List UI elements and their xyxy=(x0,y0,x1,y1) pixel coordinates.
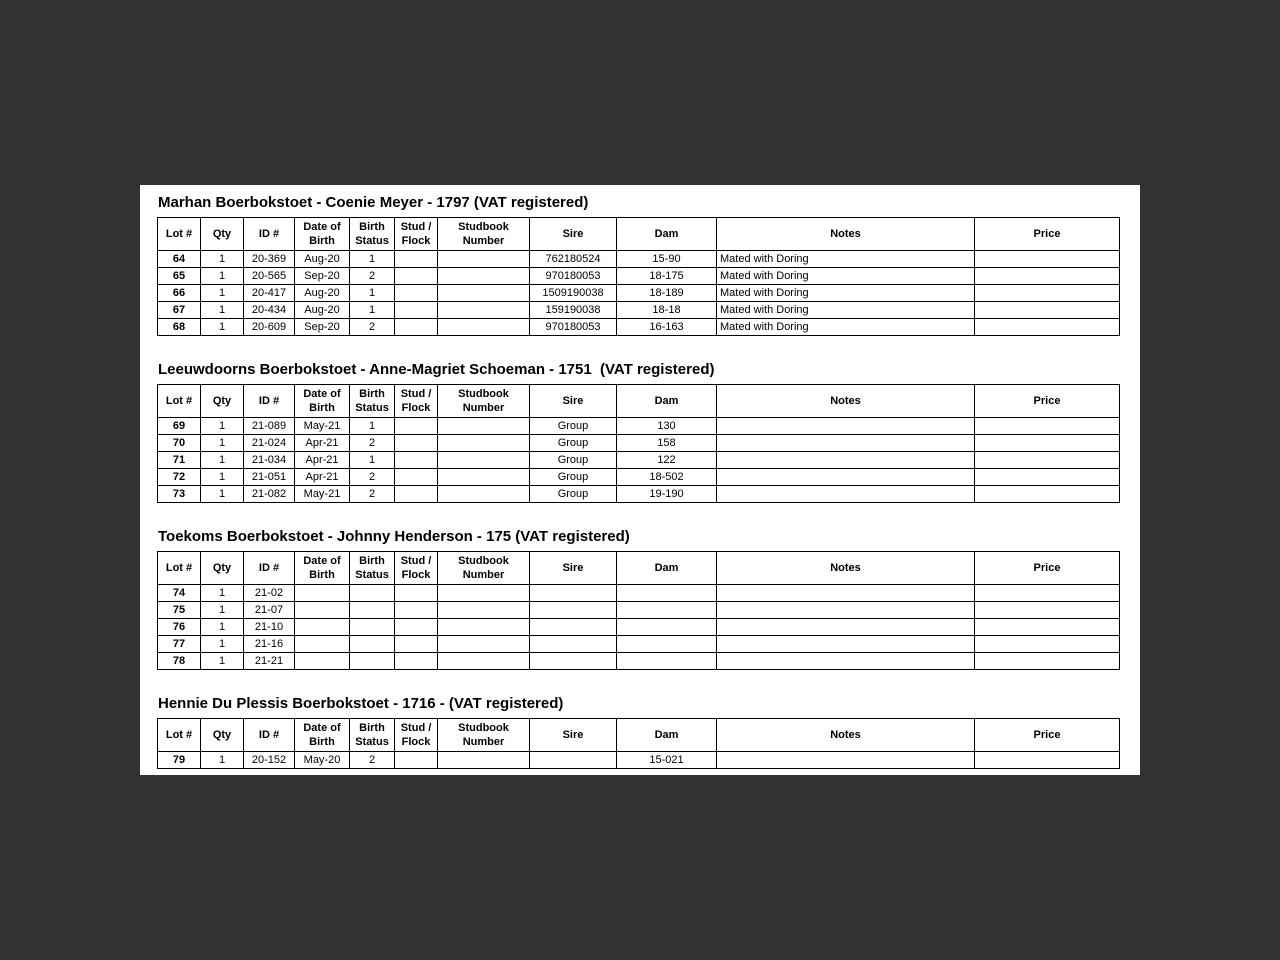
cell: 65 xyxy=(158,268,201,285)
cell xyxy=(717,486,975,503)
cell: 1 xyxy=(201,636,244,653)
cell: Apr-21 xyxy=(295,435,350,452)
cell: 21-10 xyxy=(244,619,295,636)
cell xyxy=(975,418,1120,435)
column-header: Dam xyxy=(617,385,717,418)
table-body xyxy=(158,251,1120,336)
cell: May-21 xyxy=(295,418,350,435)
cell xyxy=(975,302,1120,319)
table-header xyxy=(158,385,1120,418)
column-header: Qty xyxy=(201,385,244,418)
section-toekoms xyxy=(157,527,1123,670)
cell xyxy=(975,285,1120,302)
column-header: Date of Birth xyxy=(295,385,350,418)
table-row xyxy=(158,418,1120,435)
cell: 1 xyxy=(350,452,395,469)
table-row xyxy=(158,469,1120,486)
cell xyxy=(395,268,438,285)
column-header: Qty xyxy=(201,719,244,752)
cell: 1 xyxy=(201,585,244,602)
cell xyxy=(438,435,530,452)
cell xyxy=(717,435,975,452)
cell: 1 xyxy=(201,653,244,670)
cell xyxy=(717,469,975,486)
column-header: Birth Status xyxy=(350,385,395,418)
cell: 18-175 xyxy=(617,268,717,285)
cell xyxy=(295,636,350,653)
cell: Group xyxy=(530,418,617,435)
cell: Group xyxy=(530,435,617,452)
cell: 21-024 xyxy=(244,435,295,452)
cell xyxy=(530,602,617,619)
cell xyxy=(395,636,438,653)
cell: 74 xyxy=(158,585,201,602)
cell: Mated with Doring xyxy=(717,302,975,319)
cell xyxy=(975,435,1120,452)
column-header: Date of Birth xyxy=(295,552,350,585)
cell xyxy=(395,285,438,302)
lot-table xyxy=(157,551,1120,670)
cell: 20-417 xyxy=(244,285,295,302)
column-header: Studbook Number xyxy=(438,719,530,752)
table-row xyxy=(158,452,1120,469)
cell xyxy=(717,585,975,602)
cell: 69 xyxy=(158,418,201,435)
cell xyxy=(975,268,1120,285)
cell xyxy=(395,585,438,602)
section-title: Leeuwdoorns Boerbokstoet - Anne-Magriet Schoeman - 1751 (VAT registered) xyxy=(158,361,715,378)
cell xyxy=(438,602,530,619)
cell xyxy=(717,602,975,619)
cell: 21-21 xyxy=(244,653,295,670)
cell: 970180053 xyxy=(530,319,617,336)
cell: Mated with Doring xyxy=(717,285,975,302)
cell: 2 xyxy=(350,319,395,336)
cell: Aug-20 xyxy=(295,302,350,319)
cell xyxy=(438,619,530,636)
column-header: Sire xyxy=(530,552,617,585)
cell: 77 xyxy=(158,636,201,653)
table-row xyxy=(158,319,1120,336)
column-header: Studbook Number xyxy=(438,385,530,418)
cell: 1 xyxy=(201,469,244,486)
cell xyxy=(717,452,975,469)
section-title: Toekoms Boerbokstoet - Johnny Henderson - 175 (VAT registered) xyxy=(158,528,630,545)
cell xyxy=(395,602,438,619)
cell xyxy=(438,452,530,469)
cell xyxy=(438,418,530,435)
cell xyxy=(975,319,1120,336)
cell: Group xyxy=(530,486,617,503)
cell: 1 xyxy=(201,435,244,452)
cell xyxy=(975,251,1120,268)
cell: 21-082 xyxy=(244,486,295,503)
column-header: Sire xyxy=(530,719,617,752)
cell: 66 xyxy=(158,285,201,302)
section-hennie-du-plessis xyxy=(157,694,1123,769)
table-row xyxy=(158,285,1120,302)
cell xyxy=(975,752,1120,769)
section-title: Hennie Du Plessis Boerbokstoet - 1716 - (VAT registered) xyxy=(158,695,564,712)
cell xyxy=(975,602,1120,619)
cell xyxy=(350,653,395,670)
cell xyxy=(438,302,530,319)
cell xyxy=(530,585,617,602)
cell: 15-90 xyxy=(617,251,717,268)
cell: 2 xyxy=(350,752,395,769)
table-row xyxy=(158,619,1120,636)
cell: 1 xyxy=(350,418,395,435)
cell xyxy=(395,619,438,636)
cell: Apr-21 xyxy=(295,452,350,469)
column-header: ID # xyxy=(244,218,295,251)
cell: 1 xyxy=(201,251,244,268)
cell: 2 xyxy=(350,469,395,486)
cell xyxy=(350,585,395,602)
cell xyxy=(395,418,438,435)
cell: 18-502 xyxy=(617,469,717,486)
cell xyxy=(438,585,530,602)
cell: Aug-20 xyxy=(295,251,350,268)
section-marhan xyxy=(157,193,1123,336)
cell: Sep-20 xyxy=(295,268,350,285)
cell xyxy=(295,619,350,636)
table-body xyxy=(158,418,1120,503)
column-header: ID # xyxy=(244,385,295,418)
column-header: Dam xyxy=(617,552,717,585)
cell xyxy=(395,251,438,268)
cell xyxy=(295,585,350,602)
cell xyxy=(395,752,438,769)
section-title: Marhan Boerbokstoet - Coenie Meyer - 1797 (VAT registered) xyxy=(158,194,589,211)
cell: 20-152 xyxy=(244,752,295,769)
column-header: Stud / Flock xyxy=(395,385,438,418)
cell: Group xyxy=(530,452,617,469)
cell: 21-07 xyxy=(244,602,295,619)
cell xyxy=(438,752,530,769)
cell xyxy=(530,619,617,636)
cell: 70 xyxy=(158,435,201,452)
column-header: Studbook Number xyxy=(438,552,530,585)
cell: Aug-20 xyxy=(295,285,350,302)
column-header: Sire xyxy=(530,385,617,418)
cell xyxy=(395,452,438,469)
cell xyxy=(717,636,975,653)
table-body xyxy=(158,752,1120,769)
cell xyxy=(438,653,530,670)
column-header: Stud / Flock xyxy=(395,719,438,752)
cell xyxy=(395,486,438,503)
column-header: ID # xyxy=(244,719,295,752)
cell: 1 xyxy=(201,486,244,503)
cell xyxy=(295,653,350,670)
cell xyxy=(438,251,530,268)
column-header: Date of Birth xyxy=(295,218,350,251)
cell xyxy=(530,653,617,670)
cell xyxy=(717,752,975,769)
table-row xyxy=(158,302,1120,319)
cell: Mated with Doring xyxy=(717,251,975,268)
cell: 130 xyxy=(617,418,717,435)
cell xyxy=(975,636,1120,653)
cell xyxy=(617,602,717,619)
cell xyxy=(438,469,530,486)
cell xyxy=(530,752,617,769)
cell: 2 xyxy=(350,486,395,503)
cell: May-20 xyxy=(295,752,350,769)
column-header: Notes xyxy=(717,552,975,585)
cell xyxy=(395,653,438,670)
column-header: Price xyxy=(975,719,1120,752)
cell: 1 xyxy=(350,302,395,319)
cell: 76 xyxy=(158,619,201,636)
cell: 2 xyxy=(350,268,395,285)
cell xyxy=(395,435,438,452)
cell xyxy=(395,302,438,319)
cell xyxy=(530,636,617,653)
cell xyxy=(438,268,530,285)
cell xyxy=(295,602,350,619)
cell: 1 xyxy=(350,285,395,302)
table-row xyxy=(158,752,1120,769)
cell: 64 xyxy=(158,251,201,268)
cell: 159190038 xyxy=(530,302,617,319)
cell xyxy=(617,585,717,602)
cell xyxy=(975,619,1120,636)
cell xyxy=(350,619,395,636)
table-header xyxy=(158,552,1120,585)
cell: 20-565 xyxy=(244,268,295,285)
lot-table xyxy=(157,384,1120,503)
cell: 2 xyxy=(350,435,395,452)
cell xyxy=(975,486,1120,503)
cell xyxy=(395,319,438,336)
cell: 158 xyxy=(617,435,717,452)
cell xyxy=(717,653,975,670)
column-header: Price xyxy=(975,552,1120,585)
column-header: Lot # xyxy=(158,385,201,418)
lot-table xyxy=(157,718,1120,769)
cell: 21-16 xyxy=(244,636,295,653)
cell: 21-089 xyxy=(244,418,295,435)
cell: 1 xyxy=(201,452,244,469)
column-header: Lot # xyxy=(158,719,201,752)
cell: 762180524 xyxy=(530,251,617,268)
cell xyxy=(717,619,975,636)
cell: 18-18 xyxy=(617,302,717,319)
cell xyxy=(438,285,530,302)
cell: Mated with Doring xyxy=(717,268,975,285)
cell xyxy=(438,319,530,336)
column-header: Dam xyxy=(617,719,717,752)
table-header xyxy=(158,719,1120,752)
cell xyxy=(975,469,1120,486)
cell: 18-189 xyxy=(617,285,717,302)
column-header: ID # xyxy=(244,552,295,585)
cell: 21-051 xyxy=(244,469,295,486)
table-row xyxy=(158,268,1120,285)
cell: 1 xyxy=(201,752,244,769)
column-header: Stud / Flock xyxy=(395,552,438,585)
cell: 73 xyxy=(158,486,201,503)
cell: 1 xyxy=(201,619,244,636)
cell: 19-190 xyxy=(617,486,717,503)
column-header: Qty xyxy=(201,218,244,251)
table-row xyxy=(158,486,1120,503)
column-header: Qty xyxy=(201,552,244,585)
cell xyxy=(350,636,395,653)
column-header: Lot # xyxy=(158,552,201,585)
cell xyxy=(617,619,717,636)
column-header: Notes xyxy=(717,719,975,752)
column-header: Stud / Flock xyxy=(395,218,438,251)
column-header: Birth Status xyxy=(350,218,395,251)
cell xyxy=(617,636,717,653)
column-header: Sire xyxy=(530,218,617,251)
cell: Sep-20 xyxy=(295,319,350,336)
cell xyxy=(975,452,1120,469)
header-row xyxy=(158,552,1120,585)
cell: Mated with Doring xyxy=(717,319,975,336)
column-header: Birth Status xyxy=(350,552,395,585)
document-page xyxy=(140,185,1140,775)
cell: 1 xyxy=(201,302,244,319)
cell: 20-609 xyxy=(244,319,295,336)
header-row xyxy=(158,385,1120,418)
column-header: Dam xyxy=(617,218,717,251)
column-header: Studbook Number xyxy=(438,218,530,251)
cell: 75 xyxy=(158,602,201,619)
cell xyxy=(717,418,975,435)
cell xyxy=(395,469,438,486)
cell: 71 xyxy=(158,452,201,469)
cell xyxy=(975,585,1120,602)
cell: 20-369 xyxy=(244,251,295,268)
cell: 1 xyxy=(201,268,244,285)
cell: 21-034 xyxy=(244,452,295,469)
cell: 1 xyxy=(201,319,244,336)
cell: 20-434 xyxy=(244,302,295,319)
column-header: Notes xyxy=(717,385,975,418)
cell: 67 xyxy=(158,302,201,319)
table-row xyxy=(158,435,1120,452)
cell: 15-021 xyxy=(617,752,717,769)
table-row xyxy=(158,585,1120,602)
cell: 970180053 xyxy=(530,268,617,285)
cell: Group xyxy=(530,469,617,486)
cell xyxy=(350,602,395,619)
cell: Apr-21 xyxy=(295,469,350,486)
header-row xyxy=(158,218,1120,251)
table-body xyxy=(158,585,1120,670)
cell: 68 xyxy=(158,319,201,336)
cell: 21-02 xyxy=(244,585,295,602)
cell: 1 xyxy=(201,418,244,435)
lot-table xyxy=(157,217,1120,336)
cell: 1509190038 xyxy=(530,285,617,302)
cell xyxy=(975,653,1120,670)
cell: 1 xyxy=(201,285,244,302)
header-row xyxy=(158,719,1120,752)
table-row xyxy=(158,636,1120,653)
cell xyxy=(617,653,717,670)
column-header: Lot # xyxy=(158,218,201,251)
cell: 1 xyxy=(350,251,395,268)
column-header: Price xyxy=(975,385,1120,418)
cell: 1 xyxy=(201,602,244,619)
cell: 79 xyxy=(158,752,201,769)
column-header: Price xyxy=(975,218,1120,251)
column-header: Birth Status xyxy=(350,719,395,752)
cell: May-21 xyxy=(295,486,350,503)
table-row xyxy=(158,653,1120,670)
table-header xyxy=(158,218,1120,251)
cell: 78 xyxy=(158,653,201,670)
cell xyxy=(438,486,530,503)
column-header: Notes xyxy=(717,218,975,251)
cell: 72 xyxy=(158,469,201,486)
table-row xyxy=(158,602,1120,619)
cell: 122 xyxy=(617,452,717,469)
section-leeuwdoorns xyxy=(157,360,1123,503)
table-row xyxy=(158,251,1120,268)
cell: 16-163 xyxy=(617,319,717,336)
column-header: Date of Birth xyxy=(295,719,350,752)
cell xyxy=(438,636,530,653)
